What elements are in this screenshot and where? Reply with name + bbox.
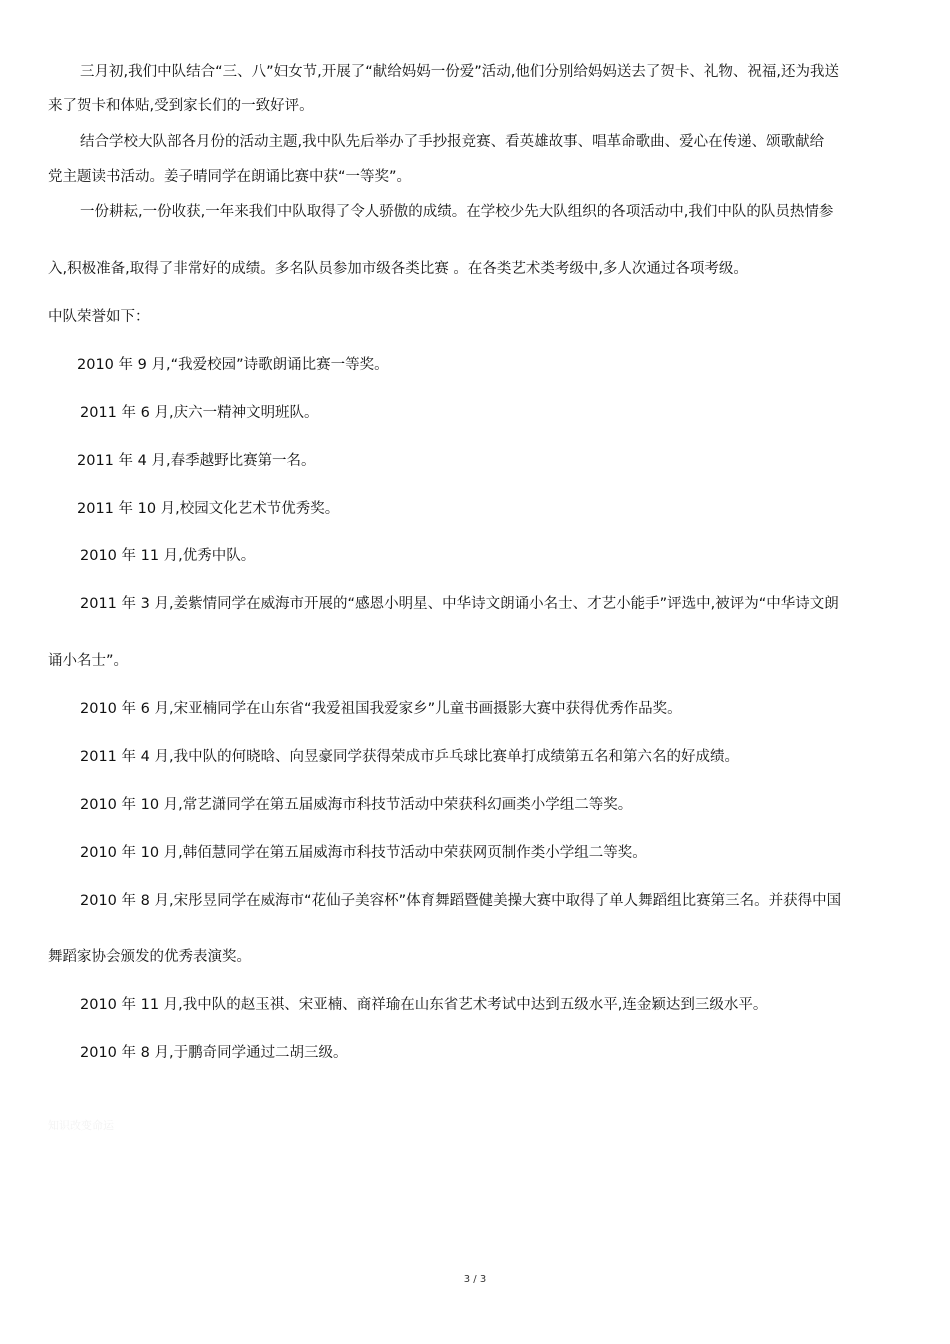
honor-item: 2010 年 9 月,“我爱校园”诗歌朗诵比赛一等奖。 <box>77 357 389 373</box>
honor-item: 2010 年 8 月,宋彤昱同学在威海市“花仙子美容杯”体育舞蹈暨健美操大赛中取得了单人舞蹈组比赛第三名。并获得中国 <box>80 893 842 909</box>
honor-item: 2010 年 11 月,优秀中队。 <box>80 548 256 564</box>
honor-item: 2010 年 10 月,韩佰慧同学在第五届威海市科技节活动中荣获网页制作类小学组二等奖。 <box>80 845 647 861</box>
paragraph-3-line-2: 入,积极准备,取得了非常好的成绩。多名队员参加市级各类比赛 。在各类艺术类考级中,多人次通过各项考级。 <box>48 261 748 277</box>
paragraph-1-line-1: 三月初,我们中队结合“三、八”妇女节,开展了“献给妈妈一份爱”活动,他们分别给妈妈送去了贺卡、礼物、祝福,还为我送 <box>80 64 839 80</box>
honor-item: 2011 年 3 月,姜紫情同学在威海市开展的“感恩小明星、中华诗文朗诵小名士、才艺小能手”评选中,被评为“中华诗文朗 <box>80 596 839 612</box>
honor-item: 2011 年 4 月,春季越野比赛第一名。 <box>77 453 316 469</box>
honors-heading: 中队荣誉如下： <box>48 309 150 325</box>
honor-item-continuation: 舞蹈家协会颁发的优秀表演奖。 <box>48 949 251 965</box>
paragraph-2-line-1: 结合学校大队部各月份的活动主题,我中队先后举办了手抄报竞赛、看英雄故事、唱革命歌曲、爱心在传递、颂歌献给 <box>80 134 825 150</box>
honor-item: 2011 年 4 月,我中队的何晓晗、向昱豪同学获得荣成市乒乓球比赛单打成绩第五名和第六名的好成绩。 <box>80 749 740 765</box>
honor-item: 2010 年 8 月,于鹏奇同学通过二胡三级。 <box>80 1045 348 1061</box>
honor-item: 2010 年 11 月,我中队的赵玉祺、宋亚楠、商祥瑜在山东省艺术考试中达到五级水平,连金颖达到三级水平。 <box>80 997 768 1013</box>
watermark-text: 知识改变命运 <box>48 1119 114 1132</box>
honor-item: 2010 年 6 月,宋亚楠同学在山东省“我爱祖国我爱家乡”儿童书画摄影大赛中获得优秀作品奖。 <box>80 701 682 717</box>
honor-item: 2011 年 10 月,校园文化艺术节优秀奖。 <box>77 501 340 517</box>
honor-item-continuation: 诵小名士”。 <box>48 653 129 669</box>
honor-item: 2011 年 6 月,庆六一精神文明班队。 <box>80 405 319 421</box>
paragraph-1-line-2: 来了贺卡和体贴,受到家长们的一致好评。 <box>48 98 314 114</box>
honor-item: 2010 年 10 月,常艺潇同学在第五届威海市科技节活动中荣获科幻画类小学组二等奖。 <box>80 797 633 813</box>
paragraph-3-line-1: 一份耕耘,一份收获,一年来我们中队取得了令人骄傲的成绩。在学校少先大队组织的各项活动中,我们中队的队员热情参 <box>80 204 834 220</box>
paragraph-2-line-2: 党主题读书活动。姜子晴同学在朗诵比赛中获“一等奖”。 <box>48 169 412 185</box>
page-number: 3 / 3 <box>463 1274 487 1285</box>
